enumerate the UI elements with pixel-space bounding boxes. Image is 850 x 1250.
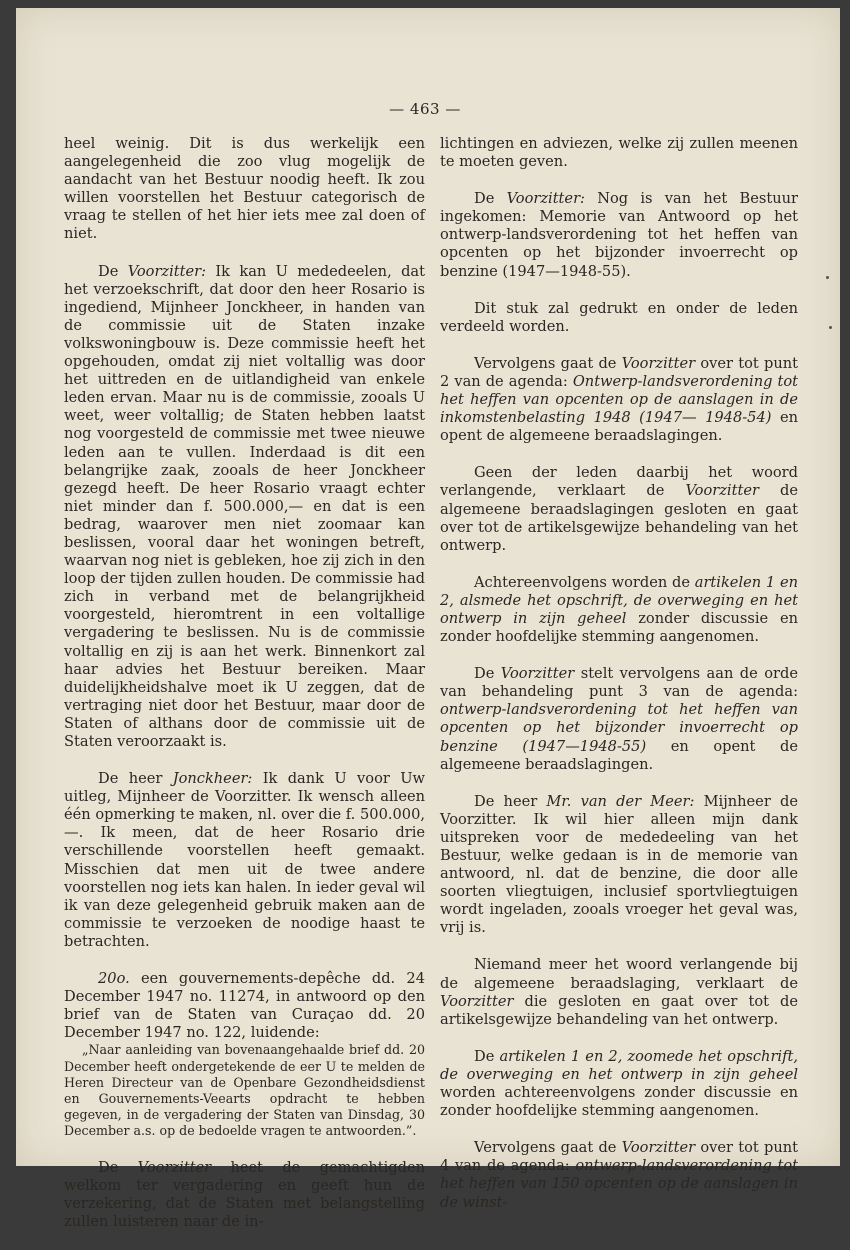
paragraph: Vervolgens gaat de Voorzitter over tot punt 2 van de agenda: Ontwerp-landsverordening tot het heffen van opcenten op de aanslagen in de inkomstenbelasting 1948 (1947— 1948-54) en opent de algemeene beraadslagingen. xyxy=(440,354,798,445)
paragraph: lichtingen en adviezen, welke zij zullen meenen te moeten geven. xyxy=(440,135,798,171)
paragraph: Vervolgens gaat de Voorzitter over tot punt 4 van de agenda: ontwerp-landsverordening tot het heffen van 150 opcenten op de aanslagen in de winst- xyxy=(440,1139,799,1211)
left-column xyxy=(64,135,425,1250)
paragraph: De Voorzitter: Ik kan U mededeelen, dat het verzoekschrift, dat door den heer Rosario is ingediend, Mijnheer Jonckheer, in handen van de commissie uit de Staten inzake volkswoningbouw is. Deze commissie heeft het opgehouden, omdat zij niet voltallig was door het uittreden en de uitlandigheid van enkele leden ervan. Maar nu is de commissie, zooals U weet, weer voltallig; de Staten hebben laatst nog voorgesteld de commissie met twee nieuwe leden aan te vullen. Inderdaad is dit een belangrijke zaak, zooals de heer Jonckheer gezegd heeft. De heer Rosario vraagt echter niet minder dan f. 500.000,— en dat is een bedrag, waarover men niet zoomaar kan beslissen, vooral daar het woningen betreft, waarvan nog niet is gebleken, hoe zij zich in den loop der tijden zullen houden. De commissie had zich in verband met de belangrijkheid voorgesteld, hieromtrent in een voltallige vergadering te beslissen. Nu is de commissie voltallig en zij is aan het werk. Binnenkort zal haar advies het Bestuur bereiken. Maar duidelijkheidshalve moet ik U zeggen, dat de vertraging niet door het Bestuur, maar door de Staten of althans door de commissie uit de Staten veroorzaakt is. xyxy=(64,262,425,750)
quoted-letter: „Naar aanleiding van bovenaangehaalde brief dd. 20 December heeft ondergetekende de eer U te melden de Heren Directeur van de Openbare Gezondheidsdienst en Gouvernements-Veearts opdracht te hebben gegeven, in de vergadering der Staten van Dinsdag, 30 December a.s. op de bedoelde vragen te antwoorden.”. xyxy=(64,1042,425,1139)
paragraph: heel weinig. Dit is dus werkelijk een aangelegenheid die zoo vlug mogelijk de aandacht van het Bestuur noodig heeft. Ik zou willen voorstellen het Bestuur categorisch de vraag te stellen of het hier iets mee zal doen of niet. xyxy=(64,135,425,243)
paragraph: Niemand meer het woord verlangende bij de algemeene beraadslaging, verklaart de Voorzitter die gesloten en gaat over tot de artikelsgewijze behandeling van het ontwerp. xyxy=(440,956,798,1028)
paragraph: De artikelen 1 en 2, zoomede het opschrift, de overweging en het ontwerp in zijn geheel worden achtereenvolgens zonder discussie en zonder hoofdelijke stemming aangenomen. xyxy=(440,1047,798,1120)
paragraph: De Voorzitter heet de gemachtigden welkom ter vergadering en geeft hun de verzekering, dat de Staten met belangstelling zullen luisteren naar de in- xyxy=(64,1158,425,1230)
paragraph: De heer Jonckheer: Ik dank U voor Uw uitleg, Mijnheer de Voorzitter. Ik wensch alleen één opmerking te maken, nl. over die f. 500.000,—. Ik meen, dat de heer Rosario drie verschillende voorstellen heeft gemaakt. Misschien dat men uit de twee andere voorstellen nog iets kan halen. In ieder geval wil ik van deze gelegenheid gebruik maken aan de commissie te verzoeken de noodige haast te betrachten. xyxy=(64,770,425,950)
paragraph: Geen der leden daarbij het woord verlangende, verklaart de Voorzitter de algemeene beraadslagingen gesloten en gaat over tot de artikelsgewijze behandeling van het ontwerp. xyxy=(440,464,799,554)
paragraph: De Voorzitter stelt vervolgens aan de orde van behandeling punt 3 van de agenda: ontwerp-landsverordening tot het heffen van opcenten op het bijzonder invoerrecht op benzine (1947—1948-55) en opent de algemeene beraadslagingen. xyxy=(440,665,798,773)
paragraph: De Voorzitter: Nog is van het Bestuur ingekomen: Memorie van Antwoord op het ontwerp-landsverordening tot het heffen van opcenten op het bijzonder invoerrecht op benzine (1947—1948-55). xyxy=(440,190,798,280)
scan-speck xyxy=(826,276,829,279)
scan-speck xyxy=(829,326,832,329)
right-column xyxy=(440,135,798,1231)
paragraph: Dit stuk zal gedrukt en onder de leden verdeeld worden. xyxy=(440,299,798,335)
paragraph: Achtereenvolgens worden de artikelen 1 en 2, alsmede het opschrift, de overweging en het ontwerp in zijn geheel zonder discussie en zonder hoofdelijke stemming aangenomen. xyxy=(440,573,798,646)
paragraph: 20o. een gouvernements-depêche dd. 24 December 1947 no. 11274, in antwoord op den brief van de Staten van Curaçao dd. 20 December 1947 no. 122, luidende: xyxy=(64,970,425,1042)
page-number: — 463 — xyxy=(389,100,461,118)
paragraph: De heer Mr. van der Meer: Mijnheer de Voorzitter. Ik wil hier alleen mijn dank uitspreken voor de mededeeling van het Bestuur, welke gedaan is in de memorie van antwoord, nl. dat de benzine, die door alle soorten vliegtuigen, inclusief sportvliegtuigen wordt ingeladen, zooals vroeger het geval was, vrij is. xyxy=(440,792,798,937)
